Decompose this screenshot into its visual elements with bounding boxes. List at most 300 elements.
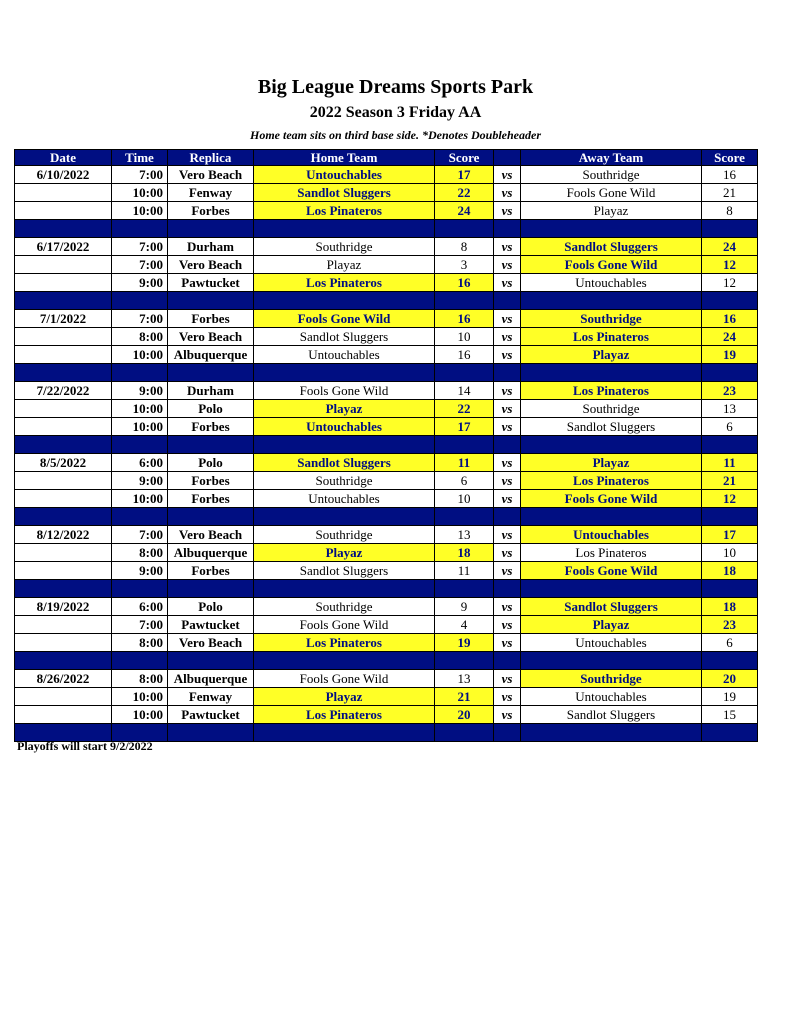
away-score: 23 bbox=[702, 382, 758, 400]
vs-label: vs bbox=[494, 544, 521, 562]
week-separator bbox=[15, 436, 758, 454]
separator-cell bbox=[494, 508, 521, 526]
table-row bbox=[15, 472, 758, 490]
separator-cell bbox=[168, 508, 254, 526]
game-time: 10:00 bbox=[112, 400, 168, 418]
home-team: Untouchables bbox=[254, 346, 435, 364]
separator-cell bbox=[112, 292, 168, 310]
home-score: 9 bbox=[435, 598, 494, 616]
week-separator bbox=[15, 220, 758, 238]
game-time: 8:00 bbox=[112, 634, 168, 652]
separator-cell bbox=[435, 292, 494, 310]
home-score: 16 bbox=[435, 274, 494, 292]
separator-cell bbox=[435, 220, 494, 238]
home-score: 13 bbox=[435, 670, 494, 688]
vs-label: vs bbox=[494, 562, 521, 580]
game-time: 7:00 bbox=[112, 166, 168, 184]
game-date bbox=[15, 562, 112, 580]
home-team: Untouchables bbox=[254, 166, 435, 184]
away-team: Sandlot Sluggers bbox=[521, 238, 702, 256]
home-score: 19 bbox=[435, 634, 494, 652]
table-row bbox=[15, 202, 758, 220]
home-score: 11 bbox=[435, 562, 494, 580]
schedule-table bbox=[14, 149, 758, 742]
game-date: 6/17/2022 bbox=[15, 238, 112, 256]
away-team: Sandlot Sluggers bbox=[521, 706, 702, 724]
home-team: Untouchables bbox=[254, 490, 435, 508]
game-date bbox=[15, 400, 112, 418]
game-date: 8/5/2022 bbox=[15, 454, 112, 472]
away-score: 18 bbox=[702, 562, 758, 580]
game-time: 8:00 bbox=[112, 328, 168, 346]
field-replica: Pawtucket bbox=[168, 274, 254, 292]
table-row bbox=[15, 418, 758, 436]
game-time: 9:00 bbox=[112, 274, 168, 292]
col-time-header: Time bbox=[112, 150, 168, 166]
field-replica: Polo bbox=[168, 454, 254, 472]
separator-cell bbox=[494, 292, 521, 310]
vs-label: vs bbox=[494, 274, 521, 292]
game-time: 10:00 bbox=[112, 202, 168, 220]
field-replica: Forbes bbox=[168, 472, 254, 490]
week-separator bbox=[15, 652, 758, 670]
separator-cell bbox=[521, 508, 702, 526]
table-row bbox=[15, 616, 758, 634]
vs-label: vs bbox=[494, 616, 521, 634]
field-replica: Albuquerque bbox=[168, 346, 254, 364]
home-score: 20 bbox=[435, 706, 494, 724]
field-replica: Forbes bbox=[168, 310, 254, 328]
home-score: 24 bbox=[435, 202, 494, 220]
vs-label: vs bbox=[494, 166, 521, 184]
field-replica: Fenway bbox=[168, 688, 254, 706]
home-score: 10 bbox=[435, 328, 494, 346]
separator-cell bbox=[254, 724, 435, 742]
separator-cell bbox=[15, 292, 112, 310]
field-replica: Vero Beach bbox=[168, 166, 254, 184]
vs-label: vs bbox=[494, 382, 521, 400]
away-score: 19 bbox=[702, 346, 758, 364]
game-time: 8:00 bbox=[112, 544, 168, 562]
separator-cell bbox=[494, 724, 521, 742]
game-date: 6/10/2022 bbox=[15, 166, 112, 184]
table-row bbox=[15, 454, 758, 472]
separator-cell bbox=[168, 220, 254, 238]
home-team: Playaz bbox=[254, 256, 435, 274]
table-row bbox=[15, 256, 758, 274]
home-team: Los Pinateros bbox=[254, 706, 435, 724]
vs-label: vs bbox=[494, 490, 521, 508]
away-score: 12 bbox=[702, 274, 758, 292]
separator-cell bbox=[112, 436, 168, 454]
away-score: 6 bbox=[702, 634, 758, 652]
table-row bbox=[15, 598, 758, 616]
separator-cell bbox=[435, 652, 494, 670]
schedule-note: Home team sits on third base side. *Denotes Doubleheader bbox=[250, 128, 541, 142]
vs-label: vs bbox=[494, 706, 521, 724]
game-time: 9:00 bbox=[112, 562, 168, 580]
home-team: Playaz bbox=[254, 400, 435, 418]
away-team: Untouchables bbox=[521, 526, 702, 544]
table-row bbox=[15, 670, 758, 688]
game-time: 8:00 bbox=[112, 670, 168, 688]
field-replica: Pawtucket bbox=[168, 706, 254, 724]
away-team: Los Pinateros bbox=[521, 472, 702, 490]
game-date bbox=[15, 256, 112, 274]
away-team: Playaz bbox=[521, 454, 702, 472]
table-row bbox=[15, 328, 758, 346]
separator-cell bbox=[168, 292, 254, 310]
separator-cell bbox=[494, 652, 521, 670]
separator-cell bbox=[702, 580, 758, 598]
home-score: 10 bbox=[435, 490, 494, 508]
table-row bbox=[15, 166, 758, 184]
week-separator bbox=[15, 292, 758, 310]
away-team: Southridge bbox=[521, 310, 702, 328]
home-team: Untouchables bbox=[254, 418, 435, 436]
separator-cell bbox=[521, 364, 702, 382]
separator-cell bbox=[521, 580, 702, 598]
game-date bbox=[15, 472, 112, 490]
separator-cell bbox=[521, 652, 702, 670]
separator-cell bbox=[435, 580, 494, 598]
away-score: 24 bbox=[702, 238, 758, 256]
home-team: Playaz bbox=[254, 688, 435, 706]
field-replica: Forbes bbox=[168, 562, 254, 580]
game-date bbox=[15, 490, 112, 508]
away-score: 17 bbox=[702, 526, 758, 544]
away-team: Los Pinateros bbox=[521, 382, 702, 400]
home-team: Southridge bbox=[254, 598, 435, 616]
home-score: 22 bbox=[435, 400, 494, 418]
vs-label: vs bbox=[494, 634, 521, 652]
away-team: Los Pinateros bbox=[521, 328, 702, 346]
separator-cell bbox=[702, 436, 758, 454]
away-team: Southridge bbox=[521, 670, 702, 688]
away-team: Los Pinateros bbox=[521, 544, 702, 562]
home-team: Fools Gone Wild bbox=[254, 310, 435, 328]
home-score: 17 bbox=[435, 418, 494, 436]
separator-cell bbox=[168, 580, 254, 598]
separator-cell bbox=[254, 580, 435, 598]
separator-cell bbox=[435, 436, 494, 454]
home-score: 17 bbox=[435, 166, 494, 184]
table-row bbox=[15, 346, 758, 364]
home-score: 22 bbox=[435, 184, 494, 202]
game-time: 6:00 bbox=[112, 454, 168, 472]
game-date: 8/12/2022 bbox=[15, 526, 112, 544]
away-score: 12 bbox=[702, 490, 758, 508]
field-replica: Vero Beach bbox=[168, 256, 254, 274]
separator-cell bbox=[112, 220, 168, 238]
playoffs-note: Playoffs will start 9/2/2022 bbox=[17, 739, 153, 753]
table-row bbox=[15, 184, 758, 202]
vs-label: vs bbox=[494, 688, 521, 706]
home-team: Fools Gone Wild bbox=[254, 616, 435, 634]
home-team: Southridge bbox=[254, 238, 435, 256]
field-replica: Vero Beach bbox=[168, 634, 254, 652]
table-row bbox=[15, 634, 758, 652]
game-time: 7:00 bbox=[112, 256, 168, 274]
away-team: Fools Gone Wild bbox=[521, 184, 702, 202]
home-team: Southridge bbox=[254, 526, 435, 544]
week-separator bbox=[15, 508, 758, 526]
game-date bbox=[15, 706, 112, 724]
field-replica: Polo bbox=[168, 400, 254, 418]
home-score: 13 bbox=[435, 526, 494, 544]
separator-cell bbox=[112, 364, 168, 382]
separator-cell bbox=[254, 436, 435, 454]
table-row bbox=[15, 688, 758, 706]
separator-cell bbox=[15, 436, 112, 454]
separator-cell bbox=[702, 652, 758, 670]
game-date bbox=[15, 418, 112, 436]
separator-cell bbox=[702, 220, 758, 238]
separator-cell bbox=[494, 220, 521, 238]
table-row bbox=[15, 400, 758, 418]
home-team: Los Pinateros bbox=[254, 202, 435, 220]
away-score: 6 bbox=[702, 418, 758, 436]
home-score: 11 bbox=[435, 454, 494, 472]
away-score: 11 bbox=[702, 454, 758, 472]
away-team: Untouchables bbox=[521, 634, 702, 652]
col-home-team-header: Home Team bbox=[254, 150, 435, 166]
separator-cell bbox=[254, 364, 435, 382]
game-time: 7:00 bbox=[112, 616, 168, 634]
away-score: 18 bbox=[702, 598, 758, 616]
home-team: Fools Gone Wild bbox=[254, 382, 435, 400]
home-team: Sandlot Sluggers bbox=[254, 184, 435, 202]
separator-cell bbox=[521, 292, 702, 310]
away-score: 16 bbox=[702, 310, 758, 328]
away-team: Sandlot Sluggers bbox=[521, 598, 702, 616]
vs-label: vs bbox=[494, 526, 521, 544]
away-score: 15 bbox=[702, 706, 758, 724]
game-date bbox=[15, 328, 112, 346]
separator-cell bbox=[702, 292, 758, 310]
field-replica: Forbes bbox=[168, 202, 254, 220]
home-score: 4 bbox=[435, 616, 494, 634]
home-team: Sandlot Sluggers bbox=[254, 454, 435, 472]
vs-label: vs bbox=[494, 238, 521, 256]
separator-cell bbox=[435, 364, 494, 382]
separator-cell bbox=[112, 580, 168, 598]
away-team: Playaz bbox=[521, 202, 702, 220]
game-time: 9:00 bbox=[112, 472, 168, 490]
separator-cell bbox=[168, 364, 254, 382]
game-date bbox=[15, 634, 112, 652]
separator-cell bbox=[254, 652, 435, 670]
separator-cell bbox=[254, 508, 435, 526]
week-separator bbox=[15, 580, 758, 598]
vs-label: vs bbox=[494, 472, 521, 490]
separator-cell bbox=[254, 220, 435, 238]
separator-cell bbox=[494, 436, 521, 454]
away-score: 10 bbox=[702, 544, 758, 562]
vs-label: vs bbox=[494, 184, 521, 202]
vs-label: vs bbox=[494, 418, 521, 436]
field-replica: Pawtucket bbox=[168, 616, 254, 634]
away-team: Southridge bbox=[521, 400, 702, 418]
home-team: Fools Gone Wild bbox=[254, 670, 435, 688]
field-replica: Albuquerque bbox=[168, 670, 254, 688]
home-score: 21 bbox=[435, 688, 494, 706]
game-date bbox=[15, 688, 112, 706]
game-time: 10:00 bbox=[112, 688, 168, 706]
field-replica: Polo bbox=[168, 598, 254, 616]
away-team: Untouchables bbox=[521, 274, 702, 292]
col-away-team-header: Away Team bbox=[521, 150, 702, 166]
home-team: Southridge bbox=[254, 472, 435, 490]
game-time: 6:00 bbox=[112, 598, 168, 616]
away-team: Southridge bbox=[521, 166, 702, 184]
table-row bbox=[15, 274, 758, 292]
game-time: 9:00 bbox=[112, 382, 168, 400]
page-title: Big League Dreams Sports Park bbox=[257, 76, 534, 98]
table-row bbox=[15, 562, 758, 580]
away-score: 13 bbox=[702, 400, 758, 418]
game-time: 10:00 bbox=[112, 418, 168, 436]
col-away-score-header: Score bbox=[702, 150, 758, 166]
separator-cell bbox=[254, 292, 435, 310]
away-score: 23 bbox=[702, 616, 758, 634]
col-date-header: Date bbox=[15, 150, 112, 166]
away-score: 19 bbox=[702, 688, 758, 706]
col-home-score-header: Score bbox=[435, 150, 494, 166]
home-team: Los Pinateros bbox=[254, 634, 435, 652]
home-score: 16 bbox=[435, 346, 494, 364]
away-score: 16 bbox=[702, 166, 758, 184]
separator-cell bbox=[521, 220, 702, 238]
table-row bbox=[15, 526, 758, 544]
home-score: 6 bbox=[435, 472, 494, 490]
game-time: 10:00 bbox=[112, 706, 168, 724]
away-team: Fools Gone Wild bbox=[521, 490, 702, 508]
game-time: 7:00 bbox=[112, 310, 168, 328]
separator-cell bbox=[702, 724, 758, 742]
home-score: 14 bbox=[435, 382, 494, 400]
field-replica: Albuquerque bbox=[168, 544, 254, 562]
vs-label: vs bbox=[494, 256, 521, 274]
game-time: 10:00 bbox=[112, 490, 168, 508]
away-score: 24 bbox=[702, 328, 758, 346]
separator-cell bbox=[521, 724, 702, 742]
table-header-row bbox=[15, 150, 758, 166]
game-date: 7/22/2022 bbox=[15, 382, 112, 400]
separator-cell bbox=[15, 580, 112, 598]
field-replica: Vero Beach bbox=[168, 526, 254, 544]
vs-label: vs bbox=[494, 454, 521, 472]
field-replica: Vero Beach bbox=[168, 328, 254, 346]
schedule-body bbox=[15, 166, 758, 742]
separator-cell bbox=[494, 364, 521, 382]
game-time: 10:00 bbox=[112, 346, 168, 364]
table-row bbox=[15, 544, 758, 562]
field-replica: Fenway bbox=[168, 184, 254, 202]
vs-label: vs bbox=[494, 310, 521, 328]
game-time: 10:00 bbox=[112, 184, 168, 202]
field-replica: Forbes bbox=[168, 418, 254, 436]
game-date bbox=[15, 616, 112, 634]
away-score: 8 bbox=[702, 202, 758, 220]
separator-cell bbox=[168, 724, 254, 742]
separator-cell bbox=[702, 364, 758, 382]
page-subtitle: 2022 Season 3 Friday AA bbox=[309, 104, 482, 121]
col-replica-header: Replica bbox=[168, 150, 254, 166]
table-row bbox=[15, 706, 758, 724]
game-date bbox=[15, 346, 112, 364]
separator-cell bbox=[168, 652, 254, 670]
separator-cell bbox=[168, 436, 254, 454]
home-team: Sandlot Sluggers bbox=[254, 562, 435, 580]
vs-label: vs bbox=[494, 400, 521, 418]
vs-label: vs bbox=[494, 346, 521, 364]
separator-cell bbox=[435, 724, 494, 742]
game-time: 7:00 bbox=[112, 238, 168, 256]
game-date: 7/1/2022 bbox=[15, 310, 112, 328]
separator-cell bbox=[112, 652, 168, 670]
away-score: 21 bbox=[702, 184, 758, 202]
field-replica: Durham bbox=[168, 382, 254, 400]
game-date bbox=[15, 184, 112, 202]
separator-cell bbox=[521, 436, 702, 454]
away-team: Sandlot Sluggers bbox=[521, 418, 702, 436]
vs-label: vs bbox=[494, 328, 521, 346]
table-row bbox=[15, 310, 758, 328]
home-score: 3 bbox=[435, 256, 494, 274]
home-score: 18 bbox=[435, 544, 494, 562]
away-team: Playaz bbox=[521, 346, 702, 364]
game-date: 8/19/2022 bbox=[15, 598, 112, 616]
separator-cell bbox=[15, 652, 112, 670]
game-time: 7:00 bbox=[112, 526, 168, 544]
week-separator bbox=[15, 364, 758, 382]
separator-cell bbox=[435, 508, 494, 526]
home-team: Los Pinateros bbox=[254, 274, 435, 292]
table-row bbox=[15, 490, 758, 508]
table-row bbox=[15, 382, 758, 400]
table-row bbox=[15, 238, 758, 256]
vs-label: vs bbox=[494, 598, 521, 616]
separator-cell bbox=[112, 508, 168, 526]
separator-cell bbox=[702, 508, 758, 526]
separator-cell bbox=[15, 508, 112, 526]
away-team: Playaz bbox=[521, 616, 702, 634]
game-date bbox=[15, 544, 112, 562]
home-team: Playaz bbox=[254, 544, 435, 562]
home-team: Sandlot Sluggers bbox=[254, 328, 435, 346]
away-team: Untouchables bbox=[521, 688, 702, 706]
away-team: Fools Gone Wild bbox=[521, 256, 702, 274]
game-date bbox=[15, 274, 112, 292]
game-date: 8/26/2022 bbox=[15, 670, 112, 688]
separator-cell bbox=[494, 580, 521, 598]
col-vs-header bbox=[494, 150, 521, 166]
field-replica: Forbes bbox=[168, 490, 254, 508]
game-date bbox=[15, 202, 112, 220]
separator-cell bbox=[15, 364, 112, 382]
away-score: 12 bbox=[702, 256, 758, 274]
home-score: 8 bbox=[435, 238, 494, 256]
away-score: 20 bbox=[702, 670, 758, 688]
away-team: Fools Gone Wild bbox=[521, 562, 702, 580]
vs-label: vs bbox=[494, 670, 521, 688]
separator-cell bbox=[15, 220, 112, 238]
field-replica: Durham bbox=[168, 238, 254, 256]
vs-label: vs bbox=[494, 202, 521, 220]
away-score: 21 bbox=[702, 472, 758, 490]
home-score: 16 bbox=[435, 310, 494, 328]
